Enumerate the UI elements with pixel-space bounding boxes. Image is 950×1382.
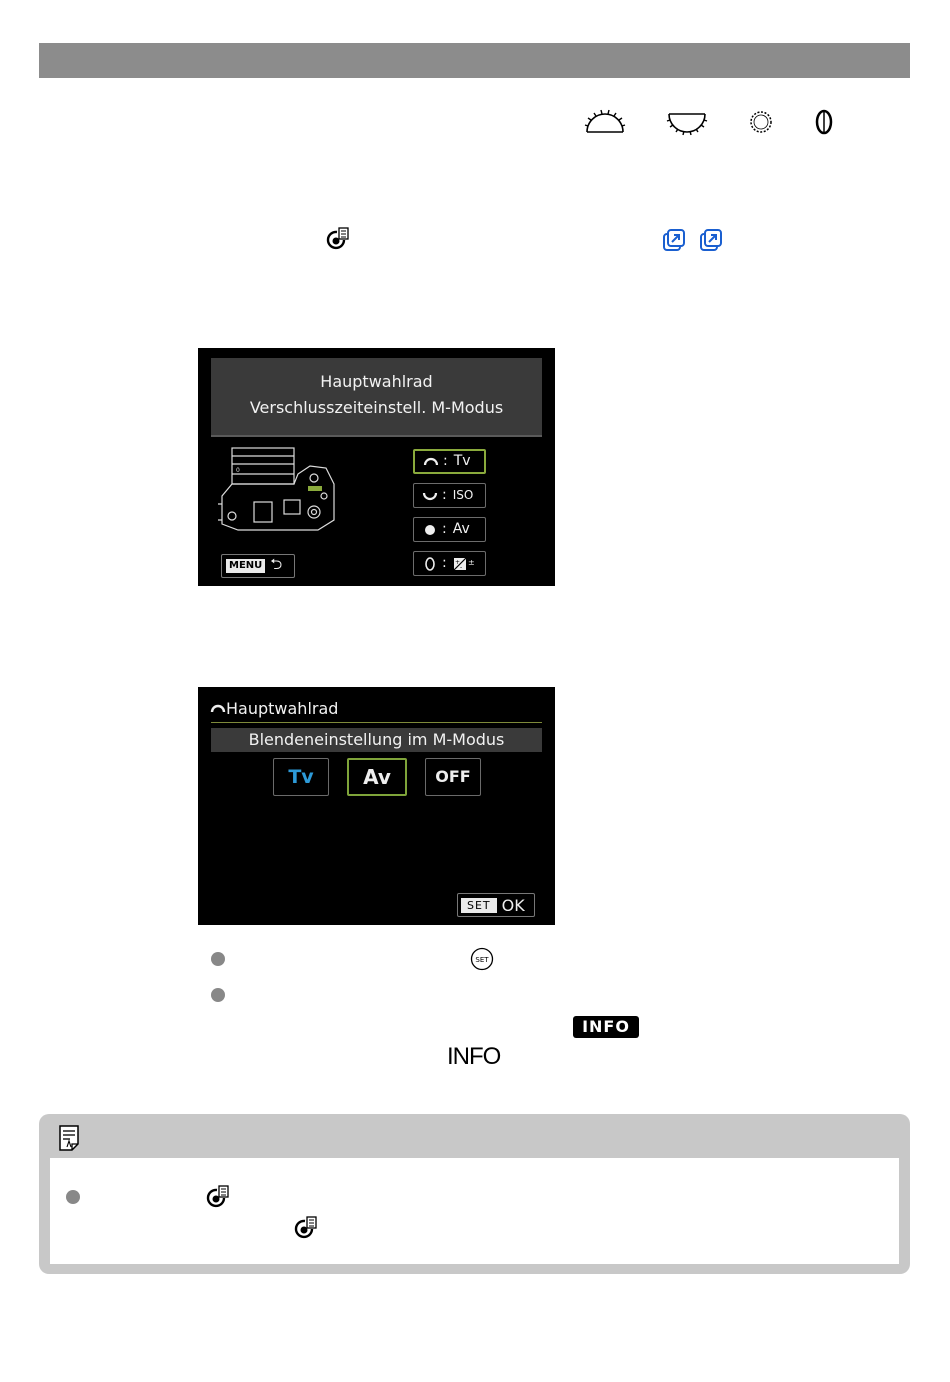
bullet	[211, 952, 225, 966]
screen-title: Hauptwahlrad	[226, 699, 339, 718]
custom-function-icon	[325, 226, 351, 252]
set-ok-button[interactable]	[457, 893, 535, 917]
svg-text:+: +	[454, 558, 460, 566]
colon: :	[443, 453, 448, 469]
info-button-label: INFO	[447, 1043, 501, 1070]
ok-label: OK	[501, 895, 525, 915]
option-label: Tv	[453, 453, 471, 469]
screen-subtitle: Blendeneinstellung im M-Modus	[211, 728, 542, 752]
screen-title-box	[211, 358, 542, 435]
set-button-icon	[470, 947, 494, 971]
custom-function-icon	[205, 1184, 231, 1210]
link-icon[interactable]	[699, 228, 723, 252]
custom-function-icon	[293, 1215, 319, 1241]
menu-label: MENU	[226, 559, 265, 573]
colon: :	[442, 521, 447, 537]
choice-off[interactable]: OFF	[425, 758, 481, 796]
svg-text:SET: SET	[475, 956, 489, 964]
choice-tv[interactable]: Tv	[273, 758, 329, 796]
link-icon[interactable]	[662, 228, 686, 252]
menu-back-button[interactable]	[221, 554, 295, 578]
quick-control-dial-icon	[422, 491, 438, 501]
note-content	[50, 1158, 899, 1264]
info-button-badge: INFO	[573, 1016, 639, 1038]
main-dial-icon	[423, 457, 439, 467]
svg-text:0: 0	[236, 467, 240, 474]
set-label: SET	[461, 898, 497, 913]
option-quick-dial-iso[interactable]	[413, 483, 486, 508]
quick-control-dial-2-icon	[748, 108, 774, 136]
bullet	[211, 988, 225, 1002]
quick-control-dial-2-icon	[422, 524, 438, 536]
screen-subtitle: Verschlusszeiteinstell. M-Modus	[249, 398, 504, 417]
main-dial-icon	[584, 108, 626, 136]
option-label: Av	[452, 521, 470, 537]
camera-screen-main-dial-setting	[198, 687, 555, 925]
camera-top-illustration	[218, 444, 340, 536]
control-ring-icon	[813, 108, 835, 136]
svg-text:±: ±	[467, 557, 475, 567]
option-label: ISO	[452, 488, 474, 502]
option-main-dial-tv[interactable]	[413, 449, 486, 474]
divider	[211, 435, 542, 437]
main-dial-icon	[210, 701, 226, 715]
colon: :	[442, 487, 447, 503]
option-control-ring-exposure-comp[interactable]	[413, 551, 486, 576]
choice-av[interactable]: Av	[347, 758, 407, 796]
screen-title: Hauptwahlrad	[320, 372, 433, 391]
bullet	[66, 1190, 80, 1204]
title-underline	[211, 722, 542, 723]
option-quick-dial-2-av[interactable]	[413, 517, 486, 542]
svg-text:-: -	[459, 563, 462, 571]
back-arrow-icon: ⮌	[270, 554, 283, 573]
control-ring-icon	[422, 557, 438, 571]
quick-control-dial-icon	[666, 108, 708, 136]
colon: :	[442, 555, 447, 571]
note-icon	[58, 1125, 80, 1151]
section-header-bar	[39, 43, 910, 78]
exposure-compensation-icon	[453, 557, 479, 571]
camera-screen-dial-assignment	[198, 348, 555, 586]
